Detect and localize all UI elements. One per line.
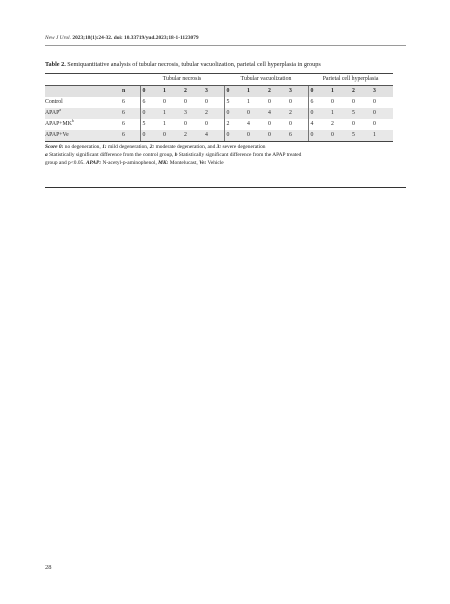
significance-note: a Statistically significant difference from the control group, b Statistically significant difference from the APAP treated (45, 152, 302, 158)
cell: 0 (245, 108, 266, 119)
table-row (45, 130, 393, 142)
journal-name: New J Urol. (45, 35, 72, 41)
subheader: 0 (140, 86, 161, 98)
cell: 6 (287, 130, 308, 142)
cell: 0 (373, 121, 376, 127)
cell: 5 (140, 119, 161, 130)
cell: 1 (163, 121, 166, 127)
cell: 6 (140, 97, 161, 108)
cell: 0 (289, 121, 292, 127)
cell: 0 (266, 130, 287, 142)
score-note: Score 0: no degeneration, 1: mild degeneration, 2: moderate degeneration, and 3: severe degeneration (45, 144, 266, 150)
cell: 0 (161, 130, 182, 142)
subheader: 2 (182, 86, 203, 98)
cell: 5 (224, 97, 245, 108)
cell: 1 (371, 130, 393, 142)
cell: 0 (268, 121, 271, 127)
subheader: 0 (308, 86, 329, 98)
cell: 4 (203, 130, 224, 142)
cell: 0 (140, 130, 161, 142)
cell: 2 (287, 108, 308, 119)
section-divider (45, 187, 406, 188)
page-number: 28 (45, 564, 52, 571)
group-header: Tubular necrosis (140, 74, 224, 86)
row-label: APAP$^a$ (45, 108, 120, 119)
cell: 0 (163, 99, 166, 105)
table-row (45, 97, 393, 108)
results-table (45, 73, 393, 142)
citation: 2023;18(1):24-32. doi: 10.33719/yud.2023;18-1-1123079 (72, 35, 199, 41)
cell: 0 (352, 121, 355, 127)
row-label: Control (45, 99, 63, 105)
cell: 0 (329, 130, 350, 142)
cell: 4 (247, 121, 250, 127)
cell: 0 (205, 121, 208, 127)
subheader: 1 (161, 86, 182, 98)
cell: 0 (371, 108, 393, 119)
cell: 0 (184, 99, 187, 105)
table-row (45, 119, 393, 130)
caption-label: Table 2. (45, 61, 66, 68)
group-header-row (45, 74, 393, 86)
subheader: 0 (224, 86, 245, 98)
group-header: Tubular vacuolization (224, 74, 308, 86)
caption-text: Semiquantitative analysis of tubular necrosis, tubular vacuolization, parietal cell hyperplasia in groups (67, 61, 321, 68)
cell: 0 (184, 121, 187, 127)
subheader-row (45, 86, 393, 98)
group-header: Parietal cell hyperplasia (308, 74, 393, 86)
cell: 4 (266, 108, 287, 119)
cell: 1 (329, 108, 350, 119)
subheader: 3 (287, 86, 308, 98)
subheader: n (120, 86, 140, 98)
subheader: 3 (203, 86, 224, 98)
cell: 6 (120, 108, 140, 119)
cell: 1 (161, 108, 182, 119)
cell: 0 (224, 108, 245, 119)
table-caption (45, 61, 407, 68)
cell: 2 (182, 130, 203, 142)
cell: 0 (308, 130, 329, 142)
cell: 0 (308, 108, 329, 119)
cell: 0 (331, 99, 334, 105)
cell: 0 (205, 99, 208, 105)
cell: 0 (289, 99, 292, 105)
cell: 5 (350, 108, 371, 119)
subheader: 2 (266, 86, 287, 98)
cell: 6 (308, 97, 329, 108)
cell: 0 (140, 108, 161, 119)
table-notes (45, 143, 410, 167)
cell: 1 (247, 99, 250, 105)
cell: 2 (203, 108, 224, 119)
cell: 0 (224, 130, 245, 142)
cell: 2 (331, 121, 334, 127)
cell: 6 (122, 99, 125, 105)
cell: 0 (352, 99, 355, 105)
table-row (45, 108, 393, 119)
cell: 0 (268, 99, 271, 105)
row-label: APAP+Ve (45, 130, 120, 142)
cell: 0 (245, 130, 266, 142)
subheader: 1 (329, 86, 350, 98)
cell: 2 (224, 119, 245, 130)
subheader: 3 (371, 86, 393, 98)
running-header (45, 35, 405, 41)
cell: 4 (308, 119, 329, 130)
cell: 3 (182, 108, 203, 119)
header-divider (45, 45, 406, 46)
abbreviation-note: group and p<0.05. APAP: N-acetyl-p-aminophenol, MK: Montelucast, Ve: Vehicle (45, 160, 224, 166)
subheader: 2 (350, 86, 371, 98)
subheader: 1 (245, 86, 266, 98)
cell: 5 (350, 130, 371, 142)
cell: 0 (373, 99, 376, 105)
cell: 6 (120, 130, 140, 142)
row-label: $APAP+MK^b$ (45, 119, 74, 127)
cell: 6 (122, 121, 125, 127)
